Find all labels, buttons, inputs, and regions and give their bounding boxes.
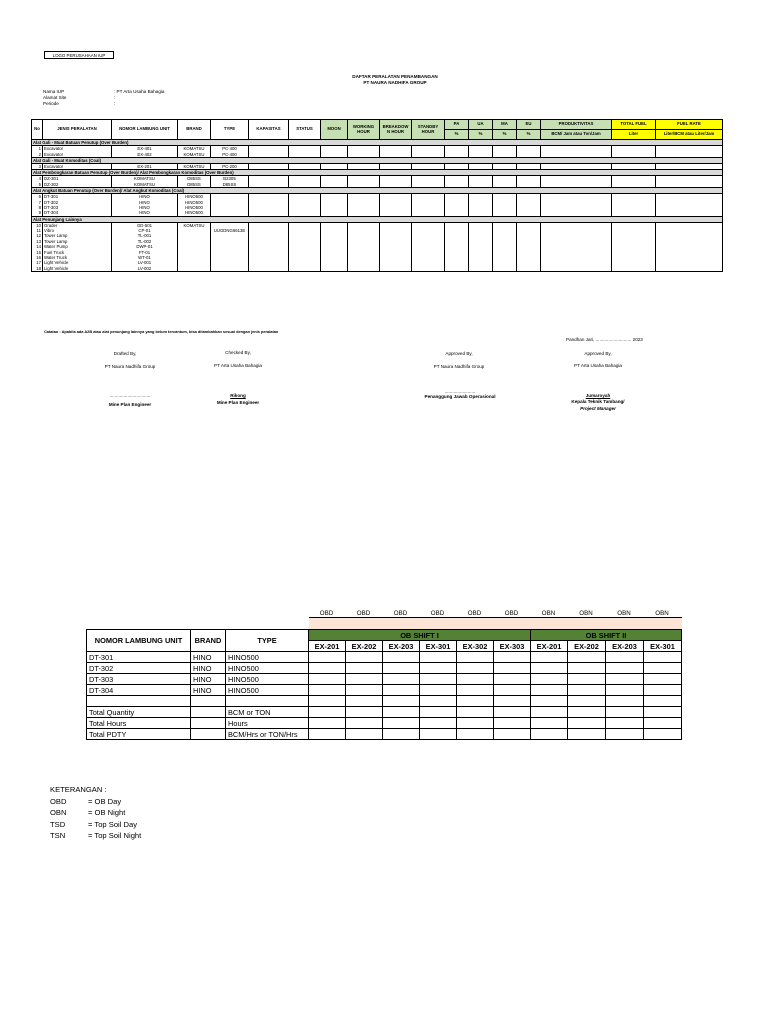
cell-nomor: WT-01 bbox=[112, 255, 178, 260]
cell-nomor: KOMATSU bbox=[112, 176, 178, 182]
cell-empty bbox=[469, 266, 493, 272]
col-standby: STANDBY HOUR bbox=[412, 120, 445, 140]
shift-value-cell bbox=[531, 718, 568, 729]
cell-jenis: Excavator bbox=[43, 151, 112, 157]
col-type: TYPE bbox=[211, 120, 249, 140]
col-working: WORKING HOUR bbox=[348, 120, 380, 140]
checked-label: Checked By, bbox=[225, 350, 251, 355]
shift-value-cell bbox=[606, 663, 644, 674]
shift-value-cell bbox=[568, 652, 606, 663]
cell-no: 7 bbox=[32, 199, 43, 204]
cell-nomor: HINO bbox=[112, 199, 178, 204]
cell-jenis: Water Pump bbox=[43, 244, 112, 249]
equipment-group-title: Alat Gali - Muat Batuan Penutup (Over Burden) bbox=[32, 140, 723, 146]
approved1-org: PT Naura Nadhifa Group bbox=[433, 364, 485, 369]
shift-code: OBN bbox=[579, 610, 593, 617]
cell-no: 12 bbox=[32, 233, 43, 238]
shift-code: OBN bbox=[655, 610, 669, 617]
cell-nomor: DWP-01 bbox=[112, 244, 178, 249]
col-total-fuel: TOTAL FUEL bbox=[612, 120, 656, 130]
col-fuel-rate: FUEL RATE bbox=[656, 120, 723, 130]
cell-type: D85SS bbox=[211, 182, 249, 188]
shift-value-cell bbox=[420, 674, 457, 685]
col-eu-unit: % bbox=[517, 130, 541, 140]
cell-no: 14 bbox=[32, 244, 43, 249]
cell-no: 8 bbox=[32, 205, 43, 210]
cell-jenis: Light Vehicle bbox=[43, 266, 112, 272]
cell-empty bbox=[493, 266, 517, 272]
drafted-org: PT Naura Nadhifa Group bbox=[104, 364, 156, 369]
info-block bbox=[43, 89, 164, 107]
excavator-column-header: EX-203 bbox=[606, 641, 644, 652]
cell-no: 18 bbox=[32, 266, 43, 272]
cell-jenis: Vibro bbox=[43, 228, 112, 233]
total-empty-cell bbox=[191, 729, 226, 740]
shift-value-cell bbox=[309, 674, 346, 685]
cell-brand: HINO500 bbox=[178, 193, 211, 199]
shift-value-cell bbox=[568, 729, 606, 740]
cell-no: 16 bbox=[32, 255, 43, 260]
shift-type-cell: HINO500 bbox=[226, 663, 309, 674]
ob-shift-2-header: OB SHIFT II bbox=[531, 630, 682, 641]
col-status: STATUS bbox=[289, 120, 321, 140]
cell-brand: KOMATSU bbox=[178, 222, 211, 228]
shift-value-cell bbox=[420, 685, 457, 696]
cell-brand: D85SS bbox=[178, 182, 211, 188]
shift-value-cell bbox=[420, 663, 457, 674]
col-nomor: NOMOR LAMBUNG UNIT bbox=[112, 120, 178, 140]
date-line: Pandhan Jari, ............................ 2023 bbox=[566, 337, 643, 342]
excavator-column-header: EX-302 bbox=[457, 641, 494, 652]
shift-value-cell bbox=[531, 663, 568, 674]
shift-code: OBD bbox=[430, 610, 445, 617]
col-eu: EU bbox=[517, 120, 541, 130]
shift-value-cell bbox=[457, 652, 494, 663]
checked-signer-name: Rikong bbox=[230, 393, 246, 398]
drafted-role: Mine Plan Engineer bbox=[108, 402, 152, 407]
shift-row bbox=[87, 707, 682, 718]
approved2-org: PT Arta Usaha Bahagia bbox=[574, 363, 622, 368]
doc-subtitle: PT NAURA NADHIFA GROUP bbox=[363, 80, 427, 85]
shift-value-cell bbox=[309, 729, 346, 740]
equipment-table bbox=[31, 119, 723, 272]
shift-row bbox=[87, 652, 682, 663]
keterangan-desc: = OB Night bbox=[88, 808, 126, 818]
shift-value-cell bbox=[606, 729, 644, 740]
shift-value-cell bbox=[606, 652, 644, 663]
shift-value-cell bbox=[457, 674, 494, 685]
shift-row bbox=[87, 729, 682, 740]
shift-value-cell bbox=[606, 674, 644, 685]
shift-code: OBD bbox=[504, 610, 519, 617]
shift-type-cell: HINO500 bbox=[226, 674, 309, 685]
cell-no: 4 bbox=[32, 176, 43, 182]
approved2-label: Approved By, bbox=[584, 351, 612, 356]
cell-brand: KOMATSU bbox=[178, 146, 211, 152]
keterangan-code: TSN bbox=[50, 830, 66, 840]
col-kapasitas: KAPASITAS bbox=[249, 120, 289, 140]
shift-brand-cell: HINO bbox=[191, 685, 226, 696]
checked-role: Mine Plan Engineer bbox=[216, 400, 260, 405]
cell-nomor: TL-001 bbox=[112, 233, 178, 238]
shift-value-cell bbox=[606, 707, 644, 718]
shift-value-cell bbox=[309, 707, 346, 718]
shift-code: OBD bbox=[356, 610, 371, 617]
equipment-group-title: Alat Gali - Muat Komoditas (Coal) bbox=[32, 157, 723, 163]
keterangan-code: OBN bbox=[50, 808, 67, 818]
cell-jenis: Grader bbox=[43, 222, 112, 228]
info-value: : bbox=[114, 95, 116, 100]
shift-value-cell bbox=[606, 685, 644, 696]
cell-empty bbox=[348, 266, 380, 272]
shift-row bbox=[87, 696, 682, 707]
cell-no: 10 bbox=[32, 222, 43, 228]
shift-value-cell bbox=[568, 674, 606, 685]
total-label-cell: Total Quantity bbox=[87, 707, 191, 718]
shift-value-cell bbox=[420, 707, 457, 718]
cell-nomor: EX-402 bbox=[112, 151, 178, 157]
approved2-role: Kepala Teknik Tambang/ bbox=[571, 399, 625, 404]
cell-nomor: LV-002 bbox=[112, 266, 178, 272]
total-unit-cell: BCM or TON bbox=[226, 707, 309, 718]
col-nomor-lambung: NOMOR LAMBUNG UNIT bbox=[87, 630, 191, 652]
cell-no: 5 bbox=[32, 182, 43, 188]
cell-jenis: Excavator bbox=[43, 146, 112, 152]
col-no: No bbox=[32, 120, 43, 140]
cell-jenis: Tower Lamp bbox=[43, 233, 112, 238]
col-moon: MOON bbox=[321, 120, 348, 140]
shift-value-cell bbox=[383, 685, 420, 696]
shift-value-cell bbox=[644, 707, 682, 718]
cell-jenis: Light Vehicle bbox=[43, 260, 112, 265]
total-empty-cell bbox=[191, 718, 226, 729]
shift-value-cell bbox=[346, 718, 383, 729]
excavator-column-header: EX-202 bbox=[346, 641, 383, 652]
cell-brand: HINO500 bbox=[178, 205, 211, 210]
shift-value-cell bbox=[644, 696, 682, 707]
col-total-fuel-unit: Liter bbox=[612, 130, 656, 140]
cell-type: PC-200 bbox=[211, 163, 249, 169]
cell-nomor: TL-002 bbox=[112, 239, 178, 244]
cell-type: PC-400 bbox=[211, 151, 249, 157]
shift-value-cell bbox=[420, 729, 457, 740]
cell-nomor: HINO bbox=[112, 205, 178, 210]
shift-value-cell bbox=[531, 674, 568, 685]
equipment-group-title: Alat Penunjang Lainnya bbox=[32, 216, 723, 222]
shift-brand-cell: HINO bbox=[191, 652, 226, 663]
shift-value-cell bbox=[457, 718, 494, 729]
shift-value-cell bbox=[420, 652, 457, 663]
equipment-row bbox=[32, 266, 723, 272]
cell-empty bbox=[541, 266, 612, 272]
shift-row bbox=[87, 674, 682, 685]
shift-code: OBD bbox=[467, 610, 482, 617]
col-shift-type: TYPE bbox=[226, 630, 309, 652]
col-ma: MA bbox=[493, 120, 517, 130]
cell-empty bbox=[517, 266, 541, 272]
shift-value-cell bbox=[383, 729, 420, 740]
shift-value-cell bbox=[346, 674, 383, 685]
shift-value-cell bbox=[383, 674, 420, 685]
cell-brand: D85SS bbox=[178, 176, 211, 182]
cell-jenis: Fuel Truck bbox=[43, 249, 112, 254]
cell-nomor: HINO bbox=[112, 193, 178, 199]
shift-value-cell bbox=[494, 685, 531, 696]
cell-empty bbox=[380, 266, 412, 272]
total-unit-cell: Hours bbox=[226, 718, 309, 729]
shift-value-cell bbox=[383, 718, 420, 729]
cell-empty bbox=[612, 266, 656, 272]
col-fuel-rate-unit: Liter/BCM atau Liter/Jam bbox=[656, 130, 723, 140]
shift-spacer-cell bbox=[191, 696, 226, 707]
cell-empty bbox=[412, 266, 445, 272]
ob-shift-table bbox=[86, 617, 682, 740]
shift-value-cell bbox=[309, 718, 346, 729]
shift-value-cell bbox=[309, 685, 346, 696]
shift-value-cell bbox=[346, 696, 383, 707]
shift-value-cell bbox=[457, 685, 494, 696]
approved1-sign-line: ........................ bbox=[444, 389, 476, 394]
shift-value-cell bbox=[457, 663, 494, 674]
col-breakdown: BREAKDOW N HOUR bbox=[380, 120, 412, 140]
col-ua: UA bbox=[469, 120, 493, 130]
shift-type-cell: HINO500 bbox=[226, 652, 309, 663]
shift-value-cell bbox=[494, 729, 531, 740]
cell-no: 3 bbox=[32, 163, 43, 169]
shift-value-cell bbox=[494, 652, 531, 663]
col-produktivitas: PRODUKTIVITAS bbox=[541, 120, 612, 130]
ob-shift-1-header: OB SHIFT I bbox=[309, 630, 531, 641]
approved2-signer-name: Jumaroyah bbox=[585, 393, 611, 398]
shift-value-cell bbox=[531, 685, 568, 696]
col-jenis: JENIS PERALATAN bbox=[43, 120, 112, 140]
shift-value-cell bbox=[457, 707, 494, 718]
cell-empty bbox=[656, 266, 723, 272]
shift-value-cell bbox=[531, 696, 568, 707]
shift-value-cell bbox=[346, 685, 383, 696]
cell-no: 11 bbox=[32, 228, 43, 233]
excavator-column-header: EX-301 bbox=[420, 641, 457, 652]
keterangan-code: OBD bbox=[50, 797, 67, 806]
cell-nomor: CP-01 bbox=[112, 228, 178, 233]
cell-brand: HINO500 bbox=[178, 199, 211, 204]
col-pa: PA bbox=[445, 120, 469, 130]
cell-nomor: FT-01 bbox=[112, 249, 178, 254]
info-label: Alamat Site bbox=[43, 95, 67, 100]
info-value: : PT Arta Usaha Bahagia bbox=[114, 89, 165, 94]
keterangan-desc: = Top Soil Night bbox=[88, 830, 142, 840]
cell-jenis: DT-302 bbox=[43, 199, 112, 204]
cell-type: B2305 bbox=[211, 176, 249, 182]
cell-nomor: EX-401 bbox=[112, 146, 178, 152]
cell-nomor: HINO bbox=[112, 210, 178, 216]
shift-code: OBN bbox=[617, 610, 631, 617]
shift-value-cell bbox=[346, 707, 383, 718]
excavator-column-header: EX-203 bbox=[383, 641, 420, 652]
cell-nomor: EX-201 bbox=[112, 163, 178, 169]
shift-value-cell bbox=[494, 718, 531, 729]
approved1-role: Penanggung Jawab Operasional bbox=[424, 394, 496, 399]
shift-row bbox=[87, 685, 682, 696]
shift-spacer-cell bbox=[87, 696, 191, 707]
shift-row bbox=[87, 663, 682, 674]
shift-value-cell bbox=[644, 729, 682, 740]
shift-value-cell bbox=[494, 707, 531, 718]
total-unit-cell: BCM/Hrs or TON/Hrs bbox=[226, 729, 309, 740]
shift-value-cell bbox=[383, 707, 420, 718]
total-label-cell: Total Hours bbox=[87, 718, 191, 729]
info-label: Periode bbox=[43, 101, 59, 106]
approved2-role-2: Project Manager bbox=[580, 406, 616, 411]
cell-no: 1 bbox=[32, 146, 43, 152]
shift-value-cell bbox=[644, 718, 682, 729]
keterangan-title: KETERANGAN : bbox=[50, 785, 107, 794]
cell-type bbox=[211, 266, 249, 272]
shift-row bbox=[87, 718, 682, 729]
cell-no: 17 bbox=[32, 260, 43, 265]
shift-value-cell bbox=[346, 663, 383, 674]
catatan-note: Catatan : Apabila ada A2B atau alat penunjang lainnya yang belum tercantum, bisa ditambahkan sesuai dengan jenis peralatan bbox=[44, 329, 279, 334]
shift-value-cell bbox=[346, 652, 383, 663]
cell-no: 2 bbox=[32, 151, 43, 157]
shift-brand-cell: HINO bbox=[191, 674, 226, 685]
shift-value-cell bbox=[644, 685, 682, 696]
excavator-column-header: EX-201 bbox=[531, 641, 568, 652]
shift-value-cell bbox=[309, 663, 346, 674]
cell-jenis: Excavator bbox=[43, 163, 112, 169]
shift-band bbox=[309, 618, 682, 630]
cell-no: 15 bbox=[32, 249, 43, 254]
shift-spacer-cell bbox=[226, 696, 309, 707]
cell-jenis: DZ-301 bbox=[43, 176, 112, 182]
shift-value-cell bbox=[457, 696, 494, 707]
col-produktivitas-unit: BCM/ Jam atau Ton/Jam bbox=[541, 130, 612, 140]
shift-code: OBD bbox=[319, 610, 334, 617]
shift-type-cell: HINO500 bbox=[226, 685, 309, 696]
shift-value-cell bbox=[531, 707, 568, 718]
shift-value-cell bbox=[346, 729, 383, 740]
shift-value-cell bbox=[494, 663, 531, 674]
shift-value-cell bbox=[531, 729, 568, 740]
shift-value-cell bbox=[457, 729, 494, 740]
keterangan-desc: = OB Day bbox=[88, 797, 122, 806]
cell-nomor: LV-001 bbox=[112, 260, 178, 265]
shift-value-cell bbox=[568, 707, 606, 718]
cell-type: UUGDNG6613E bbox=[211, 228, 249, 233]
cell-jenis: DT-301 bbox=[43, 193, 112, 199]
shift-value-cell bbox=[644, 663, 682, 674]
shift-value-cell bbox=[420, 696, 457, 707]
equipment-group-title: Alat Angkut Batuan Penutup (Over Burden)/ Alat Angkut Komoditas (Coal) bbox=[32, 187, 723, 193]
shift-value-cell bbox=[644, 652, 682, 663]
shift-value-cell bbox=[606, 718, 644, 729]
equipment-group-title: Alat Pembongkaran Batuan Penutup (Over Burden)/ Alat Pembongkaran Komoditas (Over Burden) bbox=[32, 170, 723, 176]
checked-org: PT Arta Usaha Bahagia bbox=[214, 363, 262, 368]
col-pa-unit: % bbox=[445, 130, 469, 140]
cell-empty bbox=[249, 266, 289, 272]
excavator-column-header: EX-202 bbox=[568, 641, 606, 652]
shift-value-cell bbox=[383, 663, 420, 674]
shift-value-cell bbox=[309, 652, 346, 663]
cell-jenis: DZ-302 bbox=[43, 182, 112, 188]
cell-empty bbox=[289, 266, 321, 272]
shift-value-cell bbox=[494, 696, 531, 707]
shift-unit-cell: DT-304 bbox=[87, 685, 191, 696]
total-label-cell: Total PDTY bbox=[87, 729, 191, 740]
excavator-column-header: EX-201 bbox=[309, 641, 346, 652]
shift-code: OBN bbox=[541, 610, 556, 617]
shift-value-cell bbox=[568, 696, 606, 707]
shift-code-row bbox=[308, 610, 682, 617]
cell-jenis: Water Truck bbox=[43, 255, 112, 260]
shift-value-cell bbox=[568, 685, 606, 696]
keterangan-code: TSD bbox=[50, 819, 66, 829]
cell-empty bbox=[321, 266, 348, 272]
keterangan-desc: = Top Soil Day bbox=[88, 819, 138, 829]
info-value: : bbox=[114, 101, 116, 106]
info-label: Nama IUP bbox=[43, 89, 65, 94]
cell-no: 13 bbox=[32, 239, 43, 244]
cell-jenis: Tower Lamp bbox=[43, 239, 112, 244]
cell-brand: KOMATSU bbox=[178, 163, 211, 169]
drafted-sign-line: ................................ bbox=[109, 393, 151, 398]
col-ma-unit: % bbox=[493, 130, 517, 140]
shift-unit-cell: DT-303 bbox=[87, 674, 191, 685]
shift-value-cell bbox=[531, 652, 568, 663]
col-ua-unit: % bbox=[469, 130, 493, 140]
shift-value-cell bbox=[383, 696, 420, 707]
shift-value-cell bbox=[383, 652, 420, 663]
total-empty-cell bbox=[191, 707, 226, 718]
cell-brand: HINO500 bbox=[178, 210, 211, 216]
cell-nomor: GD-501 bbox=[112, 222, 178, 228]
col-brand: BRAND bbox=[178, 120, 211, 140]
excavator-column-header: EX-303 bbox=[494, 641, 531, 652]
shift-brand-cell: HINO bbox=[191, 663, 226, 674]
cell-jenis: DT-303 bbox=[43, 205, 112, 210]
shift-unit-cell: DT-301 bbox=[87, 652, 191, 663]
approved1-label: Approved By, bbox=[445, 351, 473, 356]
cell-type: PC-400 bbox=[211, 146, 249, 152]
shift-value-cell bbox=[606, 696, 644, 707]
shift-value-cell bbox=[494, 674, 531, 685]
shift-value-cell bbox=[420, 718, 457, 729]
shift-unit-cell: DT-302 bbox=[87, 663, 191, 674]
col-shift-brand: BRAND bbox=[191, 630, 226, 652]
cell-brand: KOMATSU bbox=[178, 151, 211, 157]
shift-value-cell bbox=[309, 696, 346, 707]
shift-code: OBD bbox=[393, 610, 408, 617]
company-logo-placeholder: LOGO PERUSAHAAN IUP bbox=[44, 51, 114, 59]
drafted-label: Drafted By, bbox=[113, 351, 137, 356]
cell-empty bbox=[445, 266, 469, 272]
shift-value-cell bbox=[568, 718, 606, 729]
shift-value-cell bbox=[644, 674, 682, 685]
excavator-column-header: EX-301 bbox=[644, 641, 682, 652]
doc-title: DAFTAR PERALATAN PENAMBANGAN bbox=[352, 74, 438, 79]
cell-nomor: KOMATSU bbox=[112, 182, 178, 188]
cell-brand bbox=[178, 266, 211, 272]
cell-no: 6 bbox=[32, 193, 43, 199]
cell-jenis: DT-304 bbox=[43, 210, 112, 216]
cell-no: 9 bbox=[32, 210, 43, 216]
shift-value-cell bbox=[568, 663, 606, 674]
